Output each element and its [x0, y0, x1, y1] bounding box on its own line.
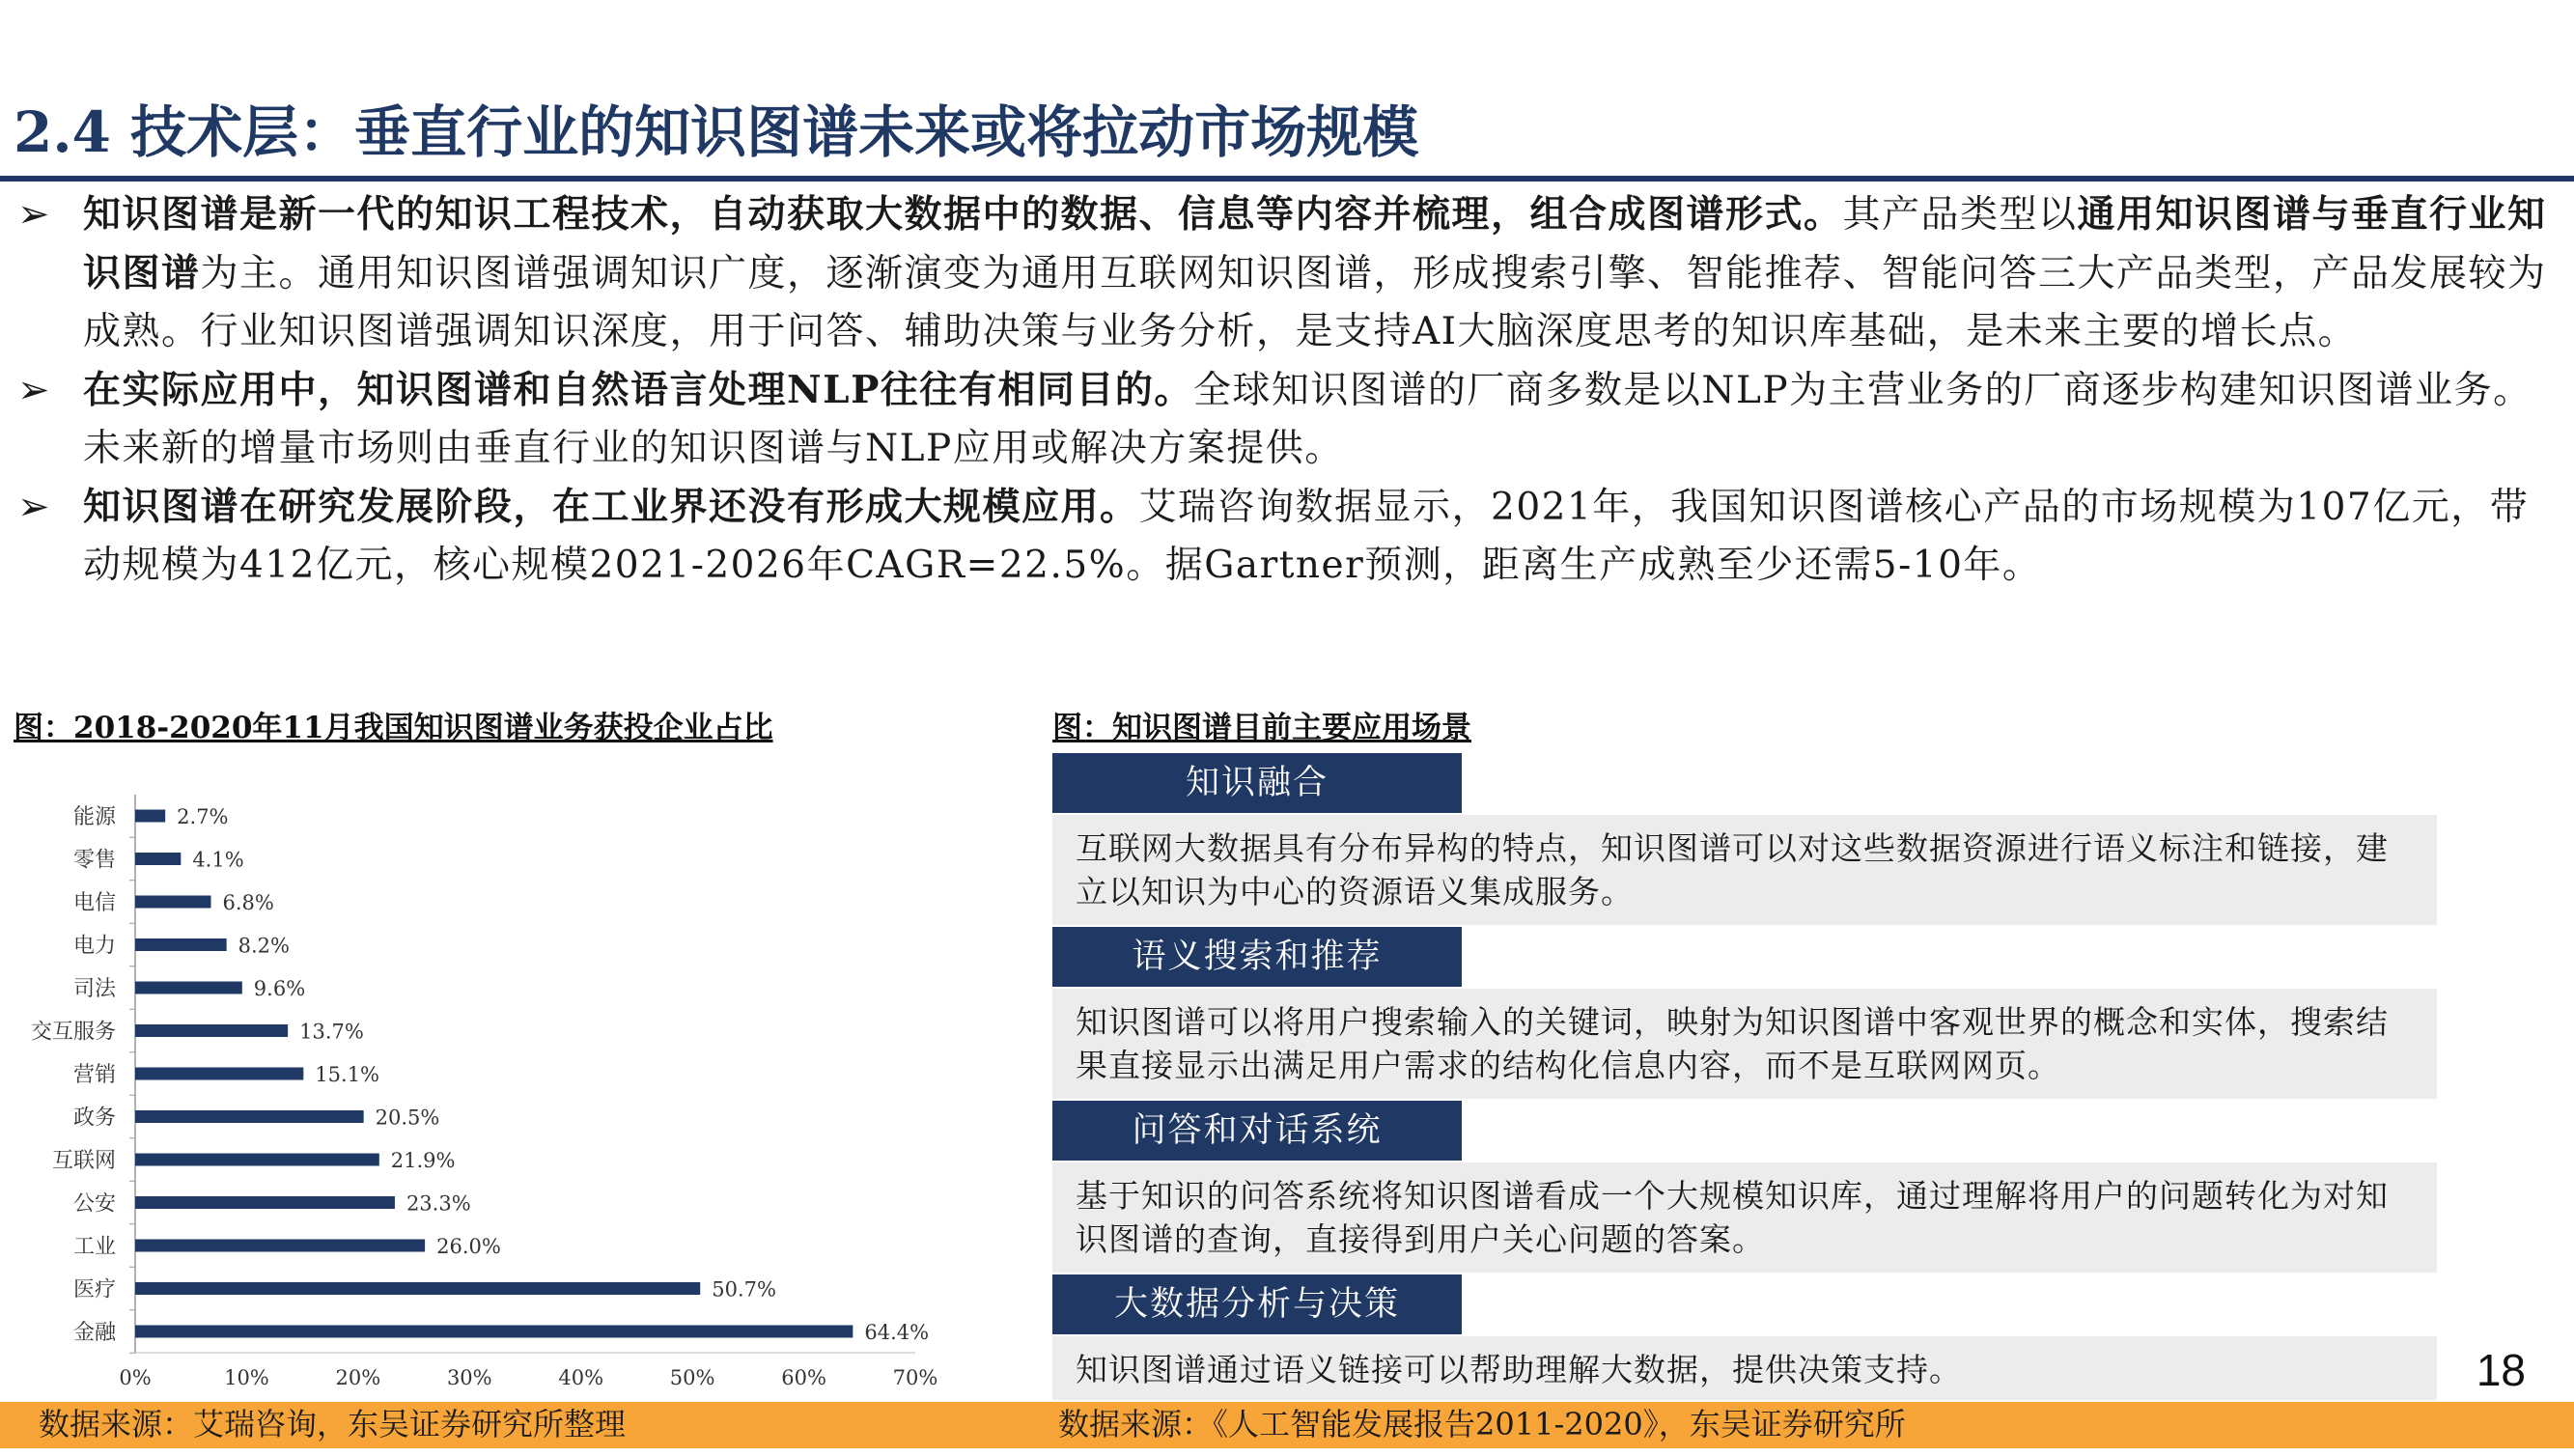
- bar-chart: [0, 772, 975, 1410]
- bullet-item-1: [17, 185, 2557, 361]
- value-label: 4.1%: [192, 848, 244, 872]
- value-label: 64.4%: [864, 1321, 930, 1344]
- x-tick-label: 30%: [446, 1366, 492, 1389]
- x-tick-label: 40%: [558, 1366, 604, 1389]
- scene-heading-big-data-decision: 大数据分析与决策: [1052, 1274, 1462, 1334]
- bullet-bold-text: 在实际应用中，知识图谱和自然语言处理NLP往往有相同目的。: [83, 368, 1193, 412]
- value-label: 2.7%: [177, 805, 229, 828]
- x-tick-label: 20%: [335, 1366, 381, 1389]
- scene-body-knowledge-fusion: 互联网大数据具有分布异构的特点，知识图谱可以对这些数据资源进行语义标注和链接，建立以知识为中心的资源语义集成服务。: [1052, 815, 2437, 925]
- x-tick-label: 70%: [892, 1366, 938, 1389]
- bar: [135, 1110, 364, 1123]
- bar: [135, 896, 210, 909]
- bullet-bold-text: 知识图谱在研究发展阶段，在工业界还没有形成大规模应用。: [83, 485, 1139, 529]
- page-number: 18: [2476, 1345, 2526, 1395]
- value-label: 6.8%: [222, 891, 274, 914]
- category-label: 司法: [72, 977, 116, 1001]
- x-tick-label: 10%: [224, 1366, 269, 1389]
- category-label: 公安: [72, 1191, 116, 1217]
- bar: [135, 1196, 395, 1209]
- chart-caption: 图：2018-2020年11月我国知识图谱业务获投企业占比: [14, 711, 773, 745]
- scene-heading-qa-dialogue: 问答和对话系统: [1052, 1101, 1462, 1161]
- category-label: 医疗: [72, 1277, 116, 1302]
- bar: [135, 853, 181, 865]
- value-label: 21.9%: [390, 1149, 456, 1172]
- category-label: 能源: [72, 805, 116, 829]
- bar: [135, 1282, 700, 1295]
- left-source-note: 数据来源：艾瑞咨询，东吴证券研究所整理: [39, 1406, 627, 1442]
- category-label: 金融: [72, 1321, 116, 1345]
- arrow-bullet-icon: ➢: [17, 368, 52, 412]
- value-label: 26.0%: [436, 1235, 501, 1258]
- value-label: 50.7%: [712, 1277, 776, 1302]
- bullet-text: 为主。通用知识图谱强调知识广度，逐渐演变为通用互联网知识图谱，形成搜索引擎、智能推荐、智能问答三大产品类型，产品发展较为成熟。行业知识图谱强调知识深度，用于问答、辅助决策与业务分析，是支持AI大脑深度思考的知识库基础，是未来主要的增长点。: [83, 252, 2547, 353]
- category-label: 工业: [72, 1235, 116, 1259]
- bar: [135, 938, 227, 951]
- value-label: 9.6%: [253, 977, 306, 1000]
- scenes-caption: 图：知识图谱目前主要应用场景: [1052, 711, 1471, 745]
- category-label: 电力: [72, 934, 116, 959]
- bullet-bold-text: 通用知识图谱与垂直行业知识图谱: [83, 192, 2547, 295]
- value-label: 13.7%: [299, 1020, 364, 1044]
- scene-body-qa-dialogue: 基于知识的问答系统将知识图谱看成一个大规模知识库，通过理解将用户的问题转化为对知识图谱的查询，直接得到用户关心问题的答案。: [1052, 1162, 2437, 1273]
- bar: [135, 982, 242, 994]
- x-tick-label: 50%: [669, 1366, 715, 1389]
- scene-heading-knowledge-fusion: 知识融合: [1052, 753, 1462, 813]
- x-tick-label: 0%: [119, 1366, 152, 1389]
- category-label: 零售: [72, 848, 116, 873]
- bullet-bold-text: 知识图谱是新一代的知识工程技术，自动获取大数据中的数据、信息等内容并梳理，组合成图谱形式。: [83, 192, 1843, 237]
- category-label: 互联网: [51, 1149, 116, 1173]
- bullet-text: 全球知识图谱的厂商多数是以NLP为主营业务的厂商逐步构建知识图谱业务。未来新的增量市场则由垂直行业的知识图谱与NLP应用或解决方案提供。: [83, 369, 2532, 470]
- value-label: 23.3%: [406, 1191, 471, 1216]
- bullet-text: 其产品类型以: [1842, 193, 2078, 237]
- value-label: 15.1%: [315, 1063, 380, 1086]
- title-divider: [0, 176, 2574, 182]
- page-title: 2.4 技术层：垂直行业的知识图谱未来或将拉动市场规模: [14, 99, 1419, 165]
- bar: [135, 1326, 853, 1338]
- category-label: 交互服务: [30, 1020, 116, 1045]
- bar: [135, 810, 165, 823]
- value-label: 20.5%: [375, 1106, 440, 1130]
- category-label: 电信: [72, 891, 116, 915]
- bullet-item-2: [17, 361, 2557, 478]
- bar: [135, 1068, 303, 1080]
- arrow-bullet-icon: ➢: [17, 192, 52, 237]
- bullet-text: 艾瑞咨询数据显示，2021年，我国知识图谱核心产品的市场规模为107亿元，带动规模为412亿元，核心规模2021-2026年CAGR=22.5%。据Gartner预测，距离生产成熟至少还需5-10年。: [83, 486, 2530, 587]
- footer-bar: [0, 1402, 2574, 1448]
- scene-body-big-data-decision: 知识图谱通过语义链接可以帮助理解大数据，提供决策支持。: [1052, 1336, 2437, 1400]
- arrow-bullet-icon: ➢: [17, 485, 52, 529]
- x-tick-label: 60%: [781, 1366, 826, 1389]
- right-source-note: 数据来源：《人工智能发展报告2011-2020》，东吴证券研究所: [1058, 1406, 1906, 1442]
- category-label: 营销: [72, 1063, 116, 1087]
- value-label: 8.2%: [238, 934, 291, 958]
- scene-heading-semantic-search: 语义搜索和推荐: [1052, 927, 1462, 987]
- scene-body-semantic-search: 知识图谱可以将用户搜索输入的关键词，映射为知识图谱中客观世界的概念和实体，搜索结果直接显示出满足用户需求的结构化信息内容，而不是互联网网页。: [1052, 989, 2437, 1099]
- bar: [135, 1154, 379, 1166]
- bar: [135, 1024, 288, 1037]
- bar: [135, 1240, 425, 1252]
- category-label: 政务: [72, 1106, 116, 1131]
- bullet-list: [17, 185, 2557, 595]
- bullet-item-3: [17, 478, 2557, 595]
